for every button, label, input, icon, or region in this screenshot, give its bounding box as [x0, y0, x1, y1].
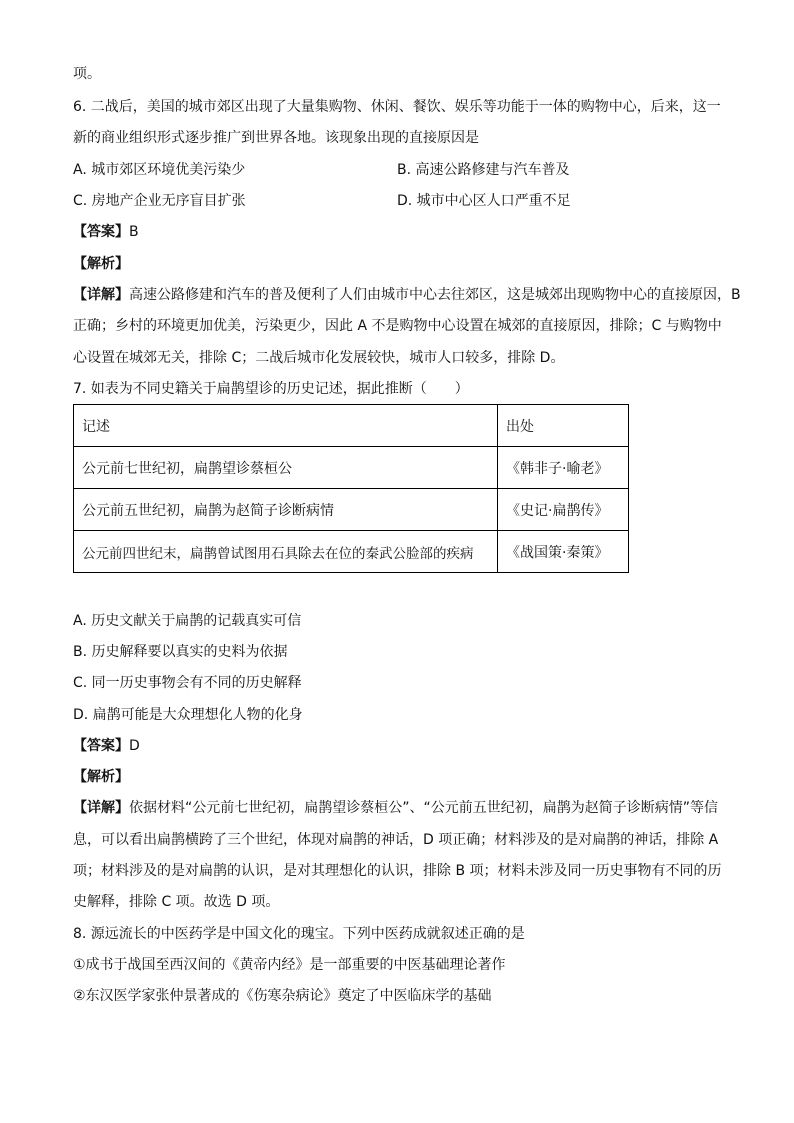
analysis-label: 【解析】: [73, 256, 129, 272]
table-cell: 《史记·扁鹊传》: [498, 489, 629, 531]
table-cell: 公元前五世纪初，扁鹊为赵简子诊断病情: [74, 489, 498, 531]
question-6-option-b: B. 高速公路修建与汽车普及: [397, 162, 570, 178]
question-8-stem: 8. 源远流长的中医药学是中国文化的瑰宝。下列中医药成就叙述正确的是: [73, 926, 525, 942]
question-6-option-a: A. 城市郊区环境优美污染少: [73, 162, 246, 178]
answer-value: D: [129, 738, 140, 754]
table-cell: 《韩非子·喻老》: [498, 447, 629, 489]
question-6-answer: [73, 222, 722, 242]
question-7-option-d: D. 扁鹊可能是大众理想化人物的化身: [73, 707, 303, 723]
question-6-detail-line-3: 心设置在城郊无关，排除 C；二战后城市化发展较快，城市人口较多，排除 D。: [73, 350, 565, 366]
continuation-text: 项。: [73, 66, 101, 82]
question-6-option-c: C. 房地产企业无序盲目扩张: [73, 193, 246, 209]
question-7-option-c: C. 同一历史事物会有不同的历史解释: [73, 675, 302, 691]
question-7-detail-line-2: 息，可以看出扁鹊横跨了三个世纪，体现对扁鹊的神话，D 项正确；材料涉及的是对扁鹊的神话，排除 A: [73, 832, 719, 848]
table-cell: 公元前七世纪初，扁鹊望诊蔡桓公: [74, 447, 498, 489]
table-cell: 公元前四世纪末，扁鹊曾试图用石具除去在位的秦武公脸部的疾病: [74, 531, 498, 573]
table-header-cell: 出处: [498, 405, 629, 447]
question-7-detail-line-4: 史解释，排除 C 项。故选 D 项。: [73, 894, 280, 910]
table-header-cell: 记述: [74, 405, 498, 447]
question-6-stem-line-2: 新的商业组织形式逐步推广到世界各地。该现象出现的直接原因是: [73, 130, 479, 146]
detail-text: 依据材料“公元前七世纪初，扁鹊望诊蔡桓公”、“公元前五世纪初，扁鹊为赵简子诊断病情”等信: [129, 800, 719, 816]
question-7-option-a: A. 历史文献关于扁鹊的记载真实可信: [73, 613, 302, 629]
question-6-option-d: D. 城市中心区人口严重不足: [397, 193, 571, 209]
table-row: [74, 447, 629, 489]
question-7-stem: 7. 如表为不同史籍关于扁鹊望诊的历史记述，据此推断（ ）: [73, 381, 469, 397]
question-7-detail-line-3: 项；材料涉及的是对扁鹊的认识，是对其理想化的认识，排除 B 项；材料未涉及同一历史事物有不同的历: [73, 863, 722, 879]
question-6-analysis-label: [73, 254, 722, 274]
question-8-item-2: ②东汉医学家张仲景著成的《伤寒杂病论》奠定了中医临床学的基础: [73, 988, 492, 1004]
detail-label: 【详解】: [73, 287, 129, 303]
answer-label: 【答案】: [73, 224, 129, 240]
table-header-row: [74, 405, 629, 447]
analysis-label: 【解析】: [73, 769, 129, 785]
detail-text: 高速公路修建和汽车的普及便利了人们由城市中心去往郊区，这是城郊出现购物中心的直接原因，B: [129, 287, 741, 303]
question-7-detail-line-1: [73, 798, 722, 818]
source-table: [73, 404, 629, 573]
answer-label: 【答案】: [73, 738, 129, 754]
answer-value: B: [129, 224, 139, 240]
question-6-stem-line-1: 6. 二战后，美国的城市郊区出现了大量集购物、休闲、餐饮、娱乐等功能于一体的购物中心，后来，这一: [73, 99, 721, 115]
question-6-detail-line-2: 正确；乡村的环境更加优美，污染更少，因此 A 不是购物中心设置在城郊的直接原因，排除；C 与购物中: [73, 318, 722, 334]
question-7-option-b: B. 历史解释要以真实的史料为依据: [73, 644, 288, 660]
table-row: [74, 531, 629, 573]
detail-label: 【详解】: [73, 800, 129, 816]
question-7-answer: [73, 736, 722, 756]
question-7-analysis-label: [73, 767, 722, 787]
question-6-detail-line-1: [73, 285, 741, 305]
table-cell: 《战国策·秦策》: [498, 531, 629, 573]
question-8-item-1: ①成书于战国至西汉间的《黄帝内经》是一部重要的中医基础理论著作: [73, 957, 506, 973]
table-row: [74, 489, 629, 531]
